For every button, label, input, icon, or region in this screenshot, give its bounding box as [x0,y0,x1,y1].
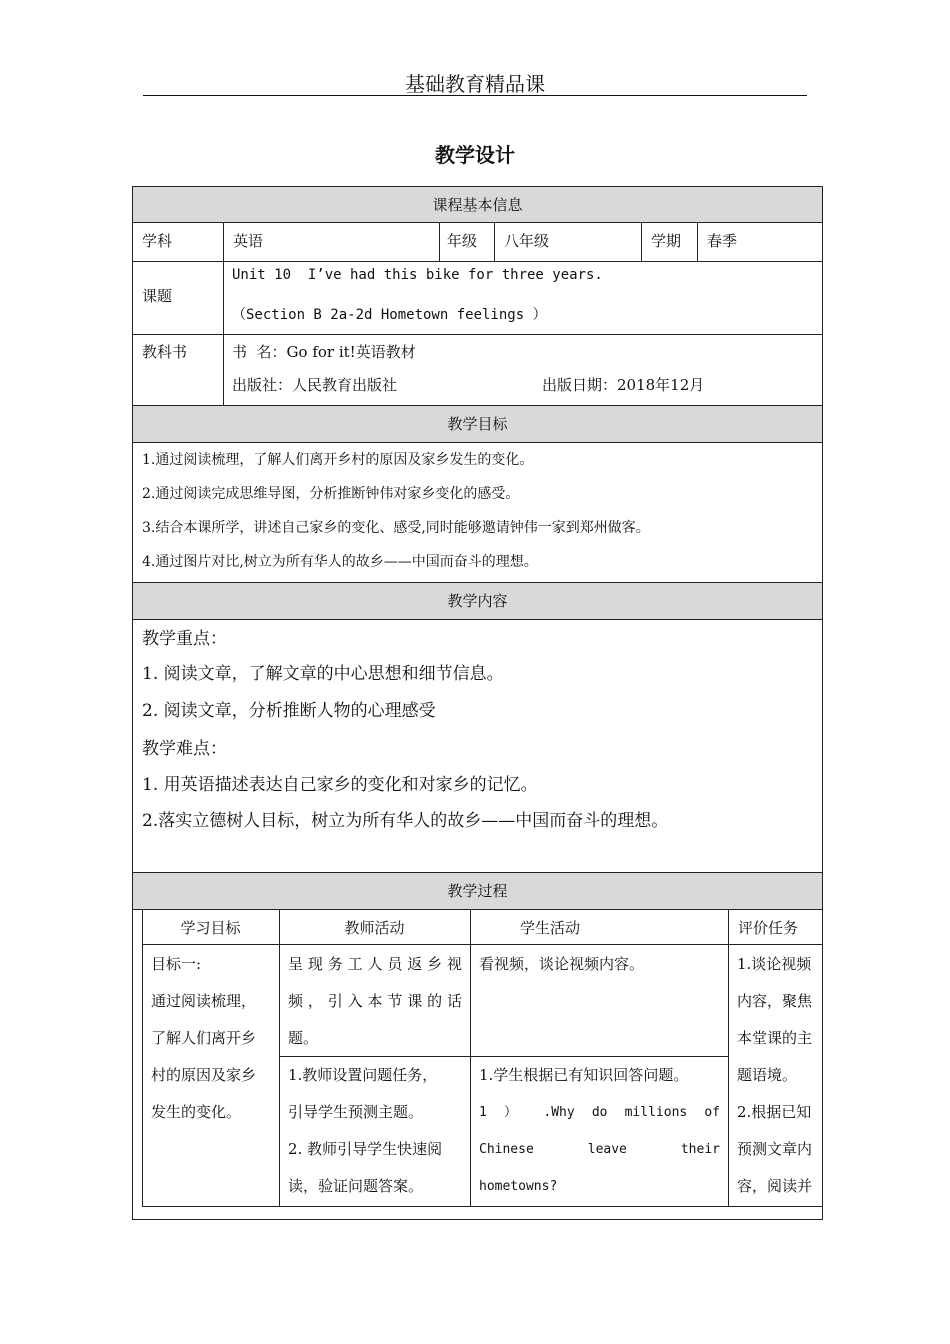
eval-cell: 1.谈论视频 内容，聚焦 本堂课的主 题语境。 2.根据已知 预测文章内 容，阅读并 [737,955,813,1195]
document-title: 教学设计 [435,143,515,167]
teacher-activity-2: 1.教师设置问题任务， 引导学生预测主题。 2. 教师引导学生快速阅 读，验证问题答案。 [288,1066,443,1195]
header-rule [143,95,807,96]
term-value: 春季 [707,232,738,250]
content-heading: 教学内容 [132,582,823,620]
grade-value: 八年级 [504,232,550,250]
content-line: 教学重点： [142,629,227,649]
goal-line: 通过阅读梳理， [151,992,257,1010]
textbook-label: 教科书 [142,343,188,361]
subject-label: 学科 [142,232,173,250]
topic-label: 课题 [142,287,173,305]
textbook-publisher: 出版社：人民教育出版社 [232,376,398,394]
column-header-goal: 学习目标 [180,919,241,937]
objective-item: 4.通过图片对比,树立为所有华人的故乡——中国而奋斗的理想。 [142,554,538,570]
content-line: 教学难点： [142,739,227,759]
goal-line: 发生的变化。 [151,1103,242,1121]
content-line: 1. 阅读文章，了解文章的中心思想和细节信息。 [142,664,504,684]
column-header-teacher: 教师活动 [344,919,405,937]
textbook-name: 书 名：Go for it!英语教材 [232,343,416,361]
process-heading: 教学过程 [132,872,823,910]
student-activity-2: 1.学生根据已有知识回答问题。 1 ） .Why do millions of Chinese leave their hometowns? [479,1066,720,1194]
topic-line-1: Unit 10 I’ve had this bike for three years. [232,267,603,283]
content-line: 1. 用英语描述表达自己家乡的变化和对家乡的记忆。 [142,775,538,795]
term-label: 学期 [651,232,682,250]
column-header-student: 学生活动 [519,919,580,937]
teacher-activity-1: 呈现务工人员返乡视 频，引入本节课的话 题。 [288,955,462,1047]
goal-line: 目标一: [151,955,202,973]
page-header: 基础教育精品课 [405,72,545,96]
objective-item: 3.结合本课所学，讲述自己家乡的变化、感受,同时能够邀请钟伟一家到郑州做客。 [142,520,650,536]
goal-line: 了解人们离开乡 [151,1029,257,1047]
textbook-pub-date: 出版日期：2018年12月 [542,376,705,394]
objectives-heading: 教学目标 [132,405,823,443]
basic-info-heading: 课程基本信息 [132,186,823,223]
topic-line-2: （Section B 2a-2d Hometown feelings ） [232,307,547,323]
content-line: 2.落实立德树人目标，树立为所有华人的故乡——中国而奋斗的理想。 [142,811,669,831]
objective-item: 1.通过阅读梳理，了解人们离开乡村的原因及家乡发生的变化。 [142,452,534,468]
column-header-eval: 评价任务 [738,919,799,937]
grade-label: 年级 [447,232,478,250]
goal-cell [151,946,275,1131]
goal-line: 村的原因及家乡 [151,1066,257,1084]
subject-value: 英语 [233,232,264,250]
student-activity-1: 看视频，谈论视频内容。 [479,955,645,973]
objective-item: 2.通过阅读完成思维导图，分析推断钟伟对家乡变化的感受。 [142,486,520,502]
content-line: 2. 阅读文章，分析推断人物的心理感受 [142,701,436,721]
